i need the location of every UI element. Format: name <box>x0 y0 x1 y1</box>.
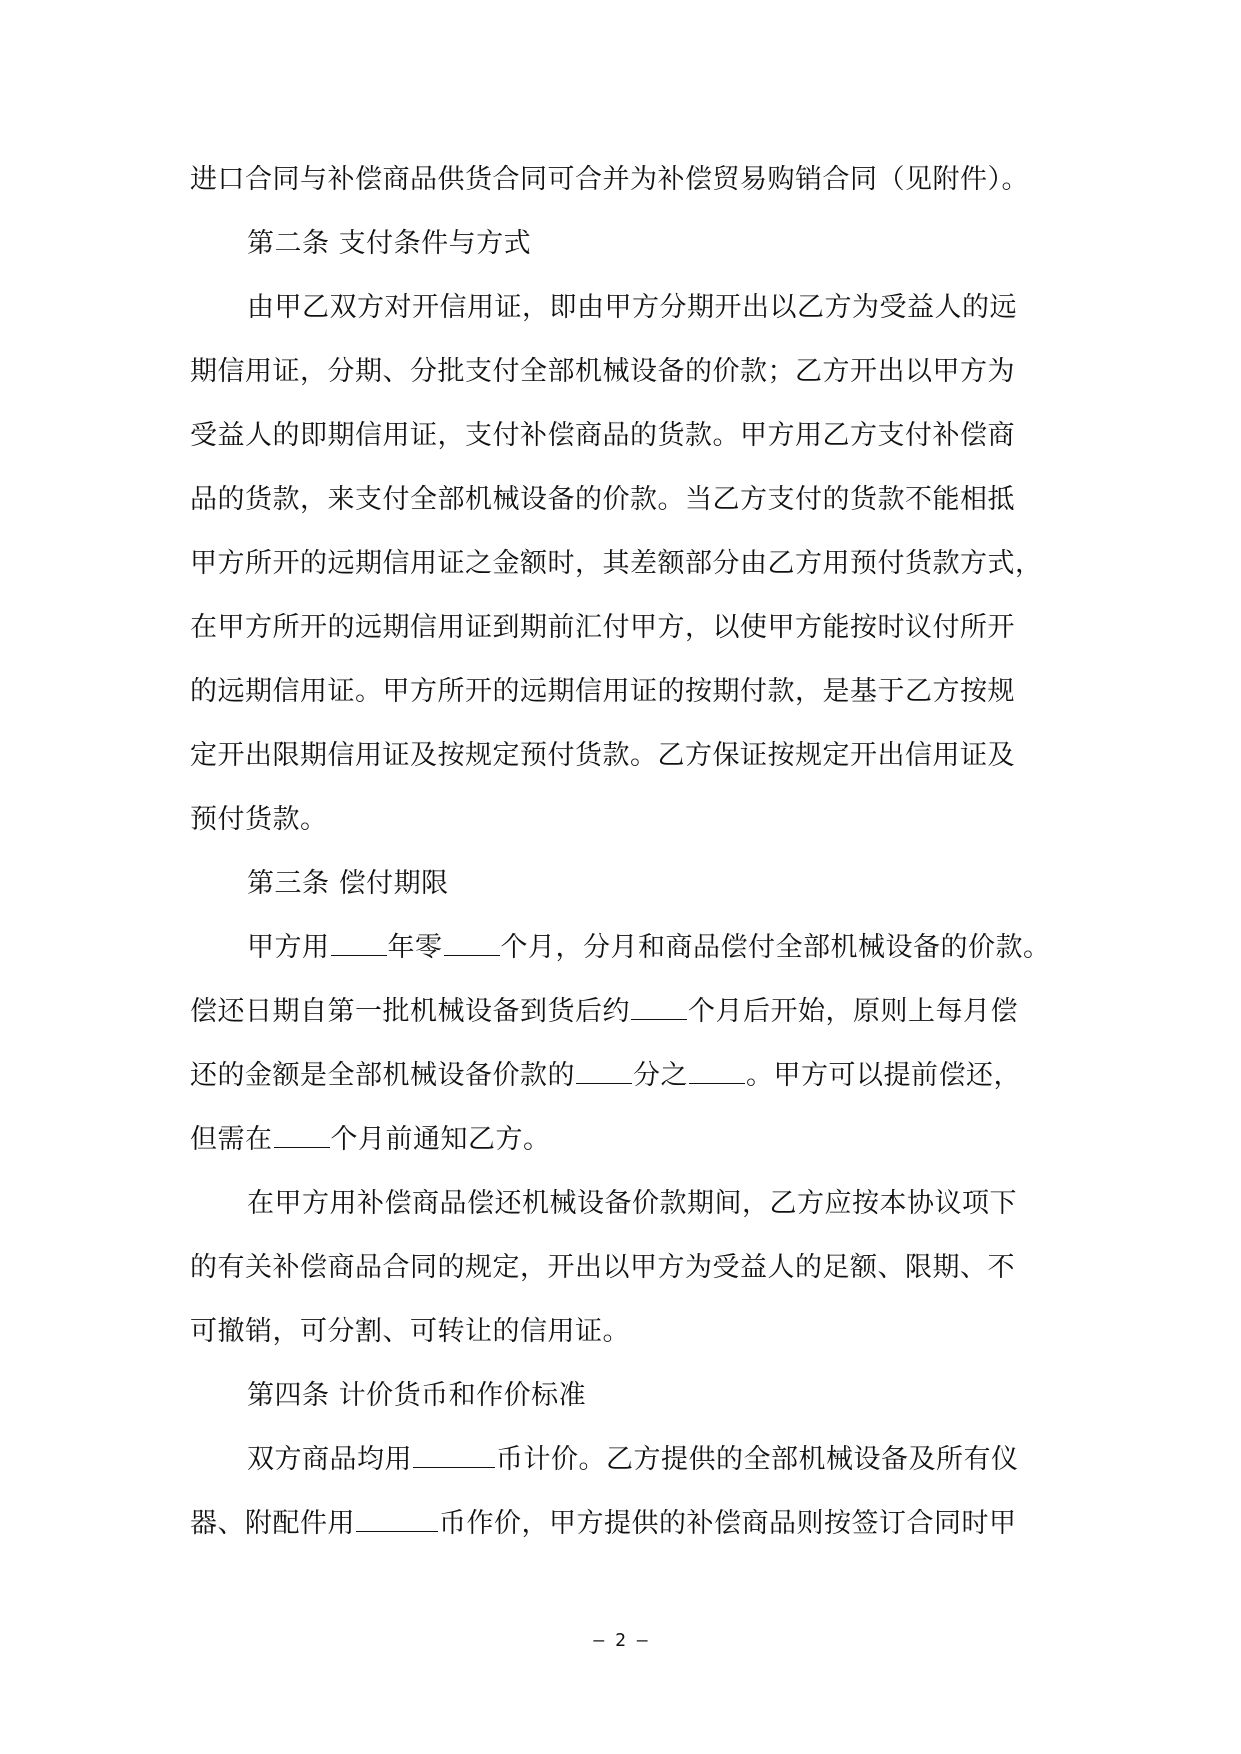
text-segment: 个月后开始，原则上每月偿 <box>688 996 1018 1027</box>
text-line: 品的货款，来支付全部机械设备的价款。当乙方支付的货款不能相抵 <box>190 484 1015 515</box>
page-number: — 2 — <box>593 1630 648 1651</box>
text-line: 受益人的即期信用证，支付补偿商品的货款。甲方用乙方支付补偿商 <box>190 420 1015 451</box>
text-line: 期信用证，分期、分批支付全部机械设备的价款；乙方开出以甲方为 <box>190 356 1015 387</box>
fill-in-blank[interactable] <box>274 1125 330 1148</box>
text-line <box>190 1428 1052 1492</box>
text-line <box>190 980 1052 1044</box>
text-line: 的有关补偿商品合同的规定，开出以甲方为受益人的足额、限期、不 <box>190 1252 1015 1283</box>
text-segment: 器、附配件用 <box>190 1508 355 1539</box>
text-segment: 币作价，甲方提供的补偿商品则按签订合同时甲 <box>439 1508 1017 1539</box>
fill-in-blank[interactable] <box>413 1445 495 1468</box>
fill-in-blank[interactable] <box>356 1509 438 1532</box>
text-segment: 还的金额是全部机械设备价款的 <box>190 1060 575 1091</box>
text-segment: 个月，分月和商品偿付全部机械设备的价款。 <box>500 932 1051 963</box>
article-heading: 第二条 支付条件与方式 <box>247 228 532 259</box>
text-segment: 但需在 <box>190 1124 273 1155</box>
fill-in-blank[interactable] <box>444 933 500 956</box>
fill-in-blank[interactable] <box>631 997 687 1020</box>
text-line <box>190 1044 1052 1108</box>
text-line <box>190 916 1052 980</box>
text-segment: 。甲方可以提前偿还， <box>746 1060 1021 1091</box>
text-segment: 偿还日期自第一批机械设备到货后约 <box>190 996 630 1027</box>
fill-in-blank[interactable] <box>576 1061 632 1084</box>
article-heading: 第四条 计价货币和作价标准 <box>247 1380 587 1411</box>
document-body <box>190 148 1052 1556</box>
text-line: 进口合同与补偿商品供货合同可合并为补偿贸易购销合同（见附件）。 <box>190 164 1029 195</box>
text-segment: 分之 <box>633 1060 688 1091</box>
text-line: 预付货款。 <box>190 804 328 835</box>
text-line: 甲方所开的远期信用证之金额时，其差额部分由乙方用预付货款方式， <box>190 548 1043 579</box>
text-line: 的远期信用证。甲方所开的远期信用证的按期付款，是基于乙方按规 <box>190 676 1015 707</box>
text-segment: 双方商品均用 <box>247 1444 412 1475</box>
article-heading: 第三条 偿付期限 <box>247 868 449 899</box>
text-segment: 个月前通知乙方。 <box>330 1124 551 1155</box>
text-line: 在甲方所开的远期信用证到期前汇付甲方，以使甲方能按时议付所开 <box>190 612 1015 643</box>
fill-in-blank[interactable] <box>331 933 387 956</box>
text-line: 可撤销，可分割、可转让的信用证。 <box>190 1316 630 1347</box>
fill-in-blank[interactable] <box>689 1061 745 1084</box>
text-line: 由甲乙双方对开信用证，即由甲方分期开出以乙方为受益人的远 <box>247 292 1017 323</box>
text-segment: 年零 <box>387 932 443 963</box>
text-line <box>190 1492 1052 1556</box>
text-line <box>190 1108 1052 1172</box>
text-segment: 币计价。乙方提供的全部机械设备及所有仪 <box>496 1444 1019 1475</box>
text-line: 定开出限期信用证及按规定预付货款。乙方保证按规定开出信用证及 <box>190 740 1015 771</box>
text-line: 在甲方用补偿商品偿还机械设备价款期间，乙方应按本协议项下 <box>247 1188 1017 1219</box>
text-segment: 甲方用 <box>247 932 330 963</box>
